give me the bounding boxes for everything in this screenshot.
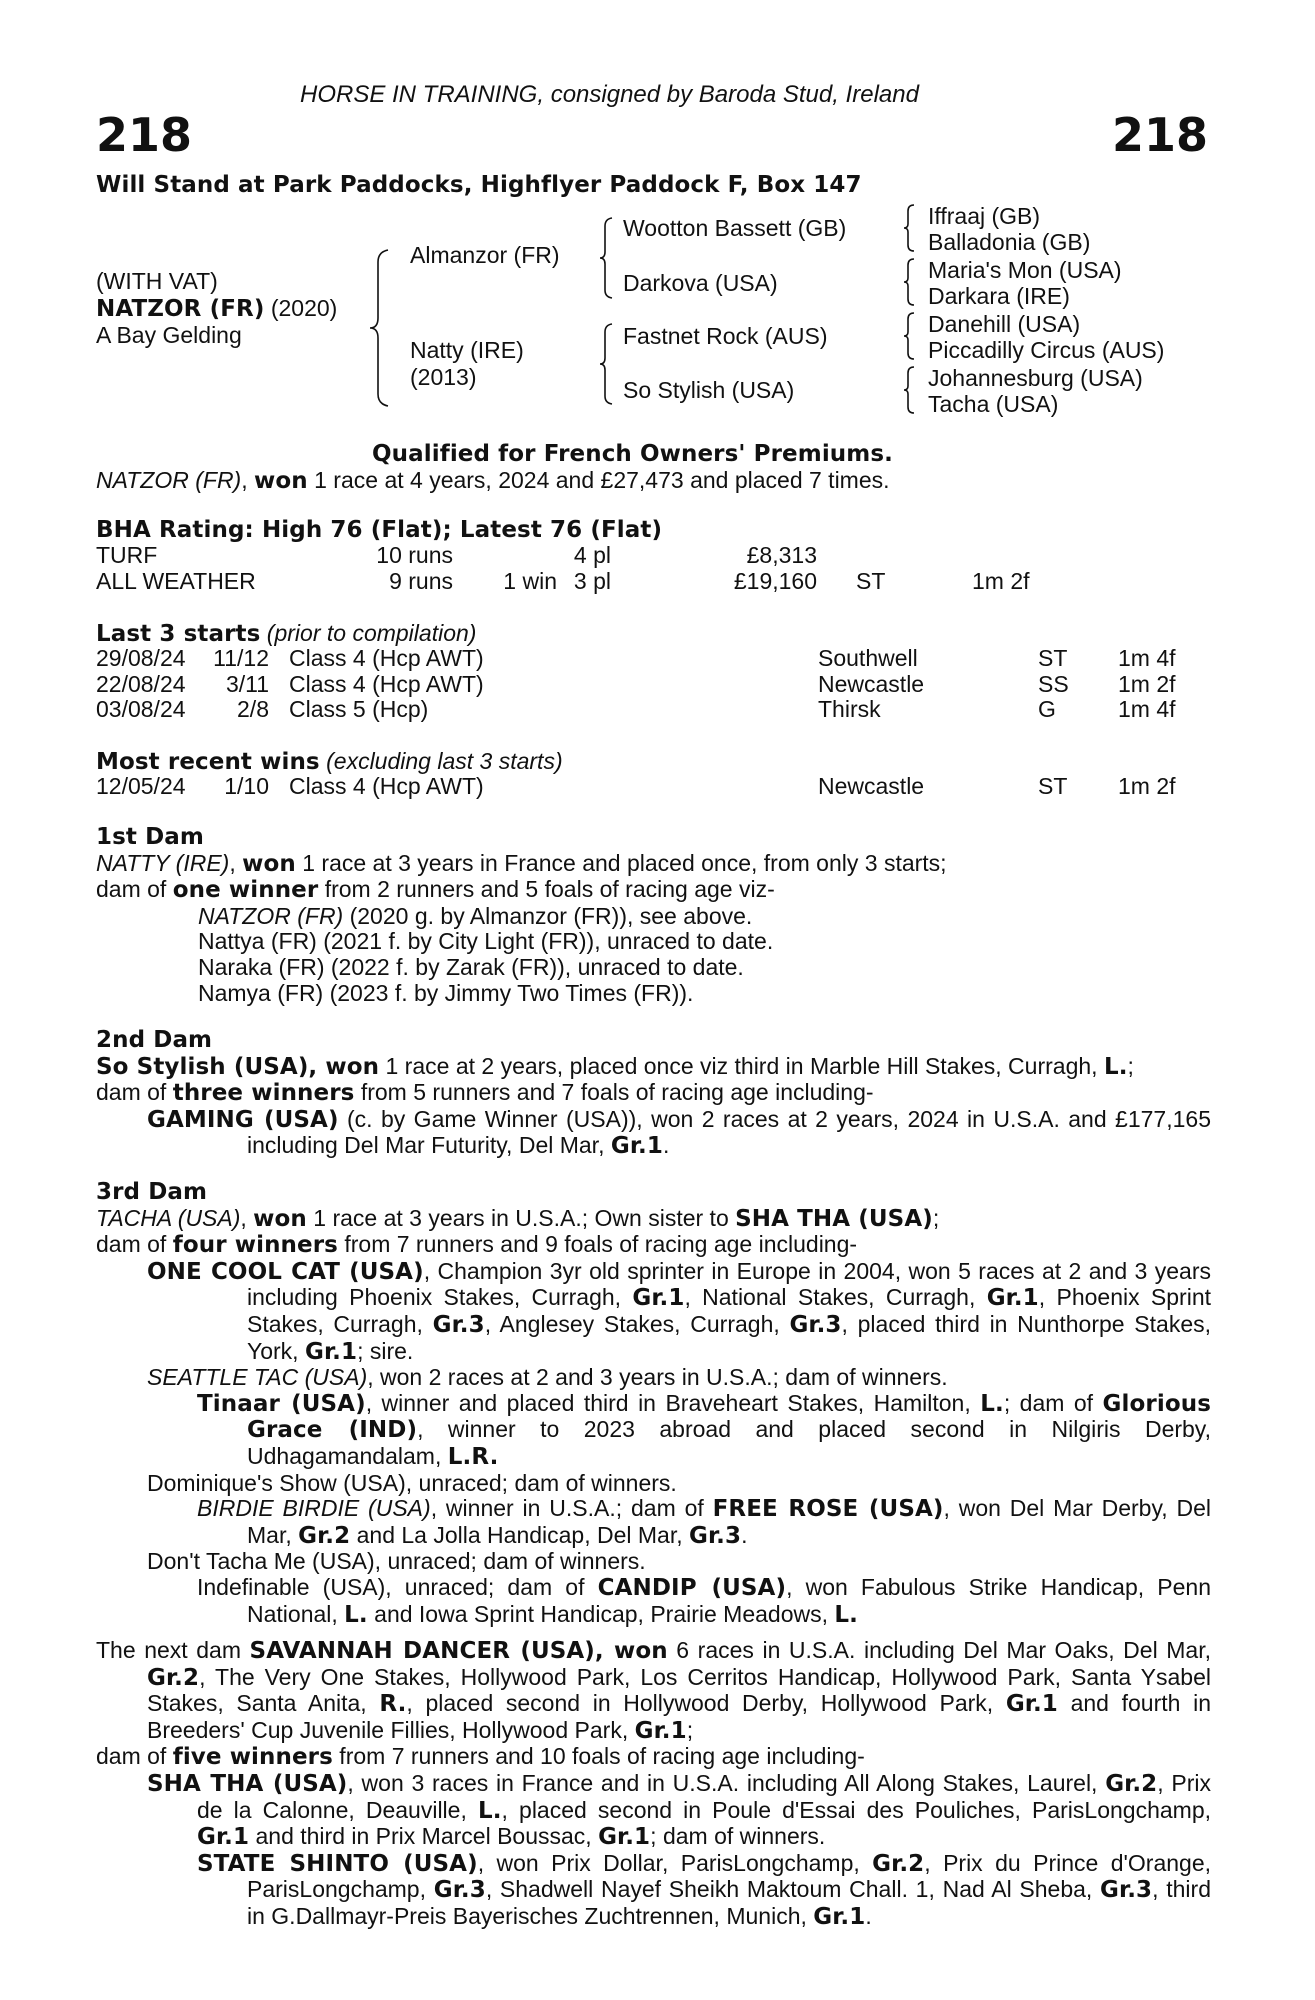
second-dam-section bbox=[96, 1028, 1211, 1160]
sire: Almanzor (FR) bbox=[410, 242, 560, 268]
recent-wins-note: (excluding last 3 starts) bbox=[319, 748, 563, 774]
table-row bbox=[96, 569, 1206, 595]
grandsire-2: Balladonia (GB) bbox=[928, 229, 1091, 255]
race-summary: NATZOR (FR), won 1 race at 4 years, 2024 and £27,473 and placed 7 times. bbox=[96, 467, 890, 494]
cell-going: ST bbox=[856, 567, 886, 594]
offspring-dont-tacha-me: Don't Tacha Me (USA), unraced; dam of winners. bbox=[147, 1548, 646, 1575]
cell-pos: 11/12 bbox=[213, 645, 269, 671]
offspring-birdie-birdie: BIRDIE BIRDIE (USA), winner in U.S.A.; dam of FREE ROSE (USA), won Del Mar Derby, Del Mar, Gr.2 and La Jolla Handicap, Del Mar, Gr.3. bbox=[197, 1495, 1211, 1549]
dam: Natty (IRE) bbox=[410, 337, 524, 363]
cell-going: ST bbox=[1038, 645, 1068, 671]
grandsire-4: Darkara (IRE) bbox=[928, 283, 1070, 309]
second-dam-offspring-gaming: GAMING (USA) (c. by Game Winner (USA)), won 2 races at 2 years, 2024 in U.S.A. and £177,165 including Del Mar Futurity, Del Mar, Gr.1. bbox=[147, 1105, 1211, 1160]
sire-sire: Wootton Bassett (GB) bbox=[623, 215, 847, 241]
recent-wins-title: Most recent wins bbox=[96, 749, 320, 775]
last-starts-table bbox=[96, 646, 1206, 723]
third-dam-line: TACHA (USA), won 1 race at 3 years in U.S.A.; Own sister to SHA THA (USA); bbox=[96, 1204, 940, 1232]
summary-won: won bbox=[254, 468, 308, 494]
cell-pos: 1/10 bbox=[224, 773, 269, 799]
cell-course: Southwell bbox=[818, 645, 918, 671]
table-row bbox=[96, 697, 1206, 723]
brace-sire bbox=[598, 216, 614, 300]
first-dam-offspring-3: Naraka (FR) (2022 f. by Zarak (FR)), unraced to date. bbox=[198, 953, 744, 980]
cell-date: 12/05/24 bbox=[96, 773, 186, 799]
cell-prize: £8,313 bbox=[746, 542, 817, 568]
cell-wins: 1 win bbox=[503, 567, 557, 594]
grandsire-7: Johannesburg (USA) bbox=[928, 365, 1143, 391]
last-starts-heading bbox=[96, 620, 476, 647]
cell-cls: Class 4 (Hcp AWT) bbox=[289, 645, 484, 671]
horse-year: (2020) bbox=[264, 295, 338, 321]
offspring-indefinable: Indefinable (USA), unraced; dam of CANDIP (USA), won Fabulous Strike Handicap, Penn National, L. and Iowa Sprint Handicap, Prairie Meadows, L. bbox=[197, 1573, 1211, 1628]
cell-course: Thirsk bbox=[818, 696, 881, 723]
table-row bbox=[96, 672, 1206, 698]
second-dam-title: 2nd Dam bbox=[96, 1027, 213, 1053]
premium-note: Qualified for French Owners' Premiums. bbox=[372, 441, 893, 467]
vat-note: (WITH VAT) bbox=[96, 268, 218, 294]
first-dam-offspring-4: Namya (FR) (2023 f. by Jimmy Two Times (FR)). bbox=[198, 979, 694, 1006]
summary-horse-name: NATZOR (FR) bbox=[96, 467, 242, 493]
lot-number-left: 218 bbox=[96, 108, 193, 162]
brace-g1 bbox=[902, 203, 916, 253]
grandsire-1: Iffraaj (GB) bbox=[928, 203, 1041, 229]
cell-date: 29/08/24 bbox=[96, 645, 186, 671]
cell-going: G bbox=[1038, 696, 1056, 723]
cell-course: Newcastle bbox=[818, 670, 925, 697]
third-dam-produce: dam of four winners from 7 runners and 9 foals of racing age including- bbox=[96, 1231, 858, 1259]
cell-pos: 3/11 bbox=[225, 670, 269, 697]
grandsire-6: Piccadilly Circus (AUS) bbox=[928, 337, 1165, 363]
table-row bbox=[96, 774, 1206, 800]
recent-wins-table bbox=[96, 774, 1206, 800]
cell-prize: £19,160 bbox=[733, 567, 817, 594]
consignor-line: HORSE IN TRAINING, consigned by Baroda Stud, Ireland bbox=[300, 81, 919, 108]
cell-cls: Class 4 (Hcp AWT) bbox=[289, 670, 484, 697]
table-row bbox=[96, 543, 1206, 569]
first-dam-line: NATTY (IRE), won 1 race at 3 years in France and placed once, from only 3 starts; bbox=[96, 849, 947, 877]
horse-description: A Bay Gelding bbox=[96, 322, 242, 348]
stable-location: Will Stand at Park Paddocks, Highflyer Paddock F, Box 147 bbox=[96, 172, 862, 198]
last-starts-title: Last 3 starts bbox=[96, 621, 261, 647]
cell-dist: 1m 4f bbox=[1118, 696, 1176, 723]
lot-number-right: 218 bbox=[1112, 108, 1209, 162]
first-dam-section bbox=[96, 825, 1211, 1006]
first-dam-title: 1st Dam bbox=[96, 824, 204, 850]
cell-cls: Class 5 (Hcp) bbox=[289, 696, 429, 723]
cell-dist: 1m 4f bbox=[1118, 645, 1176, 671]
offspring-tinaar: Tinaar (USA), winner and placed third in Braveheart Stakes, Hamilton, L.; dam of Glorious Grace (IND), winner to 2023 abroad and placed second in Nilgiris Derby, Udhagamandalam, L.R. bbox=[197, 1389, 1212, 1470]
next-dam-line: The next dam SAVANNAH DANCER (USA), won 6 races in U.S.A. including Del Mar Oaks, Del Mar, Gr.2, The Very One Stakes, Hollywood Park, Los Cerritos Handicap, Hollywood Park, Santa Ysabel Stakes, Santa Anita, R., placed second in Hollywood Derby, Hollywood Park, Gr.1 and fourth in Breeders' Cup Juvenile Fillies, Hollywood Park, Gr.1; bbox=[96, 1637, 1211, 1744]
grandsire-5: Danehill (USA) bbox=[928, 311, 1081, 337]
dam-sire: Fastnet Rock (AUS) bbox=[623, 323, 828, 349]
cell-surface: TURF bbox=[96, 542, 158, 568]
summary-rest: 1 race at 4 years, 2024 and £27,473 and placed 7 times. bbox=[307, 467, 890, 493]
last-starts-note: (prior to compilation) bbox=[260, 620, 477, 646]
cell-cls: Class 4 (Hcp AWT) bbox=[289, 773, 484, 799]
second-dam-line: So Stylish (USA), won 1 race at 2 years, placed once viz third in Marble Hill Stakes, Curragh, L.; bbox=[96, 1052, 1134, 1080]
table-row bbox=[96, 646, 1206, 672]
cell-date: 22/08/24 bbox=[96, 670, 186, 697]
rating-table bbox=[96, 543, 1206, 594]
brace-horse bbox=[368, 248, 390, 408]
brace-dam bbox=[598, 322, 614, 406]
cell-places: 4 pl bbox=[573, 542, 611, 568]
grandsire-8: Tacha (USA) bbox=[928, 391, 1059, 417]
second-dam-produce: dam of three winners from 5 runners and 7 foals of racing age including- bbox=[96, 1079, 874, 1107]
horse-name: NATZOR (FR) bbox=[96, 296, 265, 322]
cell-going: SS bbox=[1038, 670, 1069, 697]
first-dam-produce: dam of one winner from 2 runners and 5 foals of racing age viz- bbox=[96, 876, 775, 904]
cell-surface: ALL WEATHER bbox=[96, 567, 256, 594]
third-dam-title: 3rd Dam bbox=[96, 1179, 208, 1205]
sire-dam: Darkova (USA) bbox=[623, 270, 778, 296]
brace-g4 bbox=[902, 365, 916, 415]
dam-year: (2013) bbox=[410, 364, 477, 390]
cell-course: Newcastle bbox=[818, 773, 925, 799]
first-dam-offspring-2: Nattya (FR) (2021 f. by City Light (FR)), unraced to date. bbox=[198, 928, 774, 955]
cell-places: 3 pl bbox=[573, 567, 611, 594]
offspring-seattle-tac: SEATTLE TAC (USA), won 2 races at 2 and 3 years in U.S.A.; dam of winners. bbox=[147, 1364, 948, 1391]
cell-dist: 1m 2f bbox=[1118, 670, 1176, 697]
dam-dam: So Stylish (USA) bbox=[623, 377, 795, 403]
cell-runs: 9 runs bbox=[389, 567, 453, 594]
cell-dist: 1m 2f bbox=[972, 567, 1030, 594]
next-dam-section bbox=[96, 1638, 1211, 1931]
offspring-sha-tha: SHA THA (USA), won 3 races in France and in U.S.A. including All Along Stakes, Laurel, Gr.2, Prix de la Calonne, Deauville, L., placed second in Poule d'Essai des Pouliches, ParisLongchamp, Gr.1 and third in Prix Marcel Boussac, Gr.1; dam of winners. bbox=[147, 1769, 1212, 1851]
offspring-dominiques-show: Dominique's Show (USA), unraced; dam of winners. bbox=[147, 1469, 677, 1496]
brace-g3 bbox=[902, 311, 916, 361]
horse-title bbox=[96, 295, 337, 322]
third-dam-section bbox=[96, 1180, 1211, 1628]
next-dam-produce: dam of five winners from 7 runners and 10 foals of racing age including- bbox=[96, 1743, 865, 1771]
first-dam-offspring-1: NATZOR (FR) (2020 g. by Almanzor (FR)), see above. bbox=[198, 902, 753, 929]
offspring-one-cool-cat: ONE COOL CAT (USA), Champion 3yr old sprinter in Europe in 2004, won 5 races at 2 and 3 years including Phoenix Stakes, Curragh, Gr.1, National Stakes, Curragh, Gr.1, Phoenix Sprint Stakes, Curragh, Gr.3, Anglesey Stakes, Curragh, Gr.3, placed third in Nunthorpe Stakes, York, Gr.1; sire. bbox=[147, 1257, 1212, 1365]
cell-date: 03/08/24 bbox=[96, 696, 186, 723]
brace-g2 bbox=[902, 257, 916, 307]
cell-dist: 1m 2f bbox=[1118, 773, 1176, 799]
grandsire-3: Maria's Mon (USA) bbox=[928, 257, 1122, 283]
recent-wins-heading bbox=[96, 748, 563, 775]
offspring-state-shinto: STATE SHINTO (USA), won Prix Dollar, ParisLongchamp, Gr.2, Prix du Prince d'Orange, ParisLongchamp, Gr.3, Shadwell Nayef Sheikh Maktoum Chall. 1, Nad Al Sheba, Gr.3, third in G.Dallmayr-Preis Bayerisches Zuchtrennen, Munich, Gr.1. bbox=[197, 1849, 1212, 1930]
cell-runs: 10 runs bbox=[376, 542, 453, 568]
cell-pos: 2/8 bbox=[237, 696, 269, 723]
rating-title: BHA Rating: High 76 (Flat); Latest 76 (Flat) bbox=[96, 517, 663, 543]
cell-going: ST bbox=[1038, 773, 1068, 799]
